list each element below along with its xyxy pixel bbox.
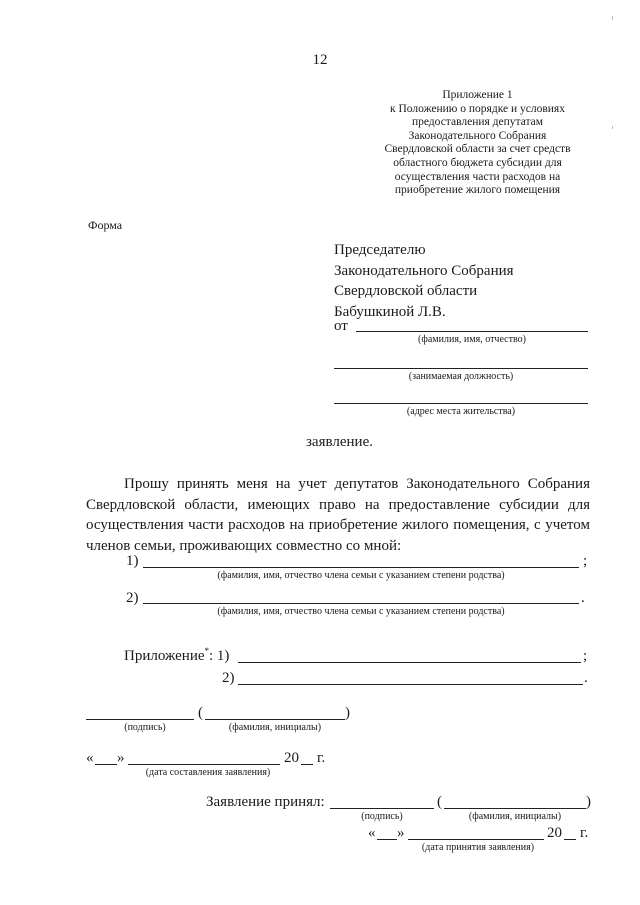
attachment-2-field[interactable] — [238, 684, 583, 685]
applicant-name-field[interactable] — [205, 719, 345, 720]
year-suffix: г. — [317, 750, 326, 766]
body-line: Свердловской области, имеющих право на предоставление субсидии для — [86, 496, 590, 513]
receiver-caption-signature: (подпись) — [361, 811, 403, 822]
caption-date-compiled: (дата составления заявления) — [145, 767, 271, 778]
attachment-2-end: . — [584, 670, 588, 686]
date-month-field[interactable] — [128, 764, 280, 765]
open-quote: « — [86, 750, 94, 766]
year-prefix: 20 — [284, 750, 299, 766]
open-paren: ( — [198, 705, 203, 721]
annex-line: приобретение жилого помещения — [394, 184, 561, 197]
date-day-field[interactable] — [95, 764, 117, 765]
caption-applicant-name: (фамилия, инициалы) — [228, 722, 322, 733]
scan-mark — [612, 16, 613, 20]
addressee-line: Свердловской области — [334, 283, 478, 299]
statement-body — [86, 474, 590, 556]
receiver-date-year-field[interactable] — [564, 839, 576, 840]
attachment-1-number: : 1) — [209, 648, 230, 664]
family-item-2-end: . — [581, 590, 585, 606]
addressee-line: Председателю — [334, 242, 426, 258]
attachments-label — [124, 648, 229, 665]
caption-signature: (подпись) — [124, 722, 166, 733]
page-number: 12 — [312, 52, 328, 68]
attachment-1-field[interactable] — [238, 662, 581, 663]
receiver-open-paren: ( — [437, 794, 442, 810]
receiver-close-paren: ) — [586, 794, 591, 810]
body-line: Прошу принять меня на учет депутатов Законодательного Собрания — [124, 476, 590, 492]
receiver-date-day-field[interactable] — [377, 839, 397, 840]
annex-line: предоставления депутатам — [411, 116, 544, 129]
footnote-asterisk: * — [204, 646, 210, 656]
statement-title: заявление. — [306, 434, 373, 450]
caption-address: (адрес места жительства) — [406, 406, 516, 417]
family-caption-1: (фамилия, имя, отчество члена семьи с указанием степени родства) — [217, 570, 505, 581]
applicant-signature-field[interactable] — [86, 719, 194, 720]
accepted-label: Заявление принял: — [206, 794, 325, 810]
form-label: Форма — [88, 218, 123, 232]
family-item-1-number: 1) — [126, 553, 139, 569]
addressee-line: Бабушкиной Л.В. — [334, 303, 446, 320]
date-year-field[interactable] — [301, 764, 313, 765]
body-line: осуществления части расходов на приобретение жилого помещения, с учетом — [86, 517, 590, 533]
annex-line: Законодательного Собрания — [408, 129, 547, 142]
annex-line: Приложение 1 — [442, 89, 513, 101]
from-label: от — [334, 318, 348, 334]
receiver-open-quote: « — [368, 825, 376, 841]
body-line: членов семьи, проживающих совместно со мной: — [86, 537, 402, 554]
annex-line: Свердловской области за счет средств — [384, 143, 571, 156]
family-caption-2: (фамилия, имя, отчество члена семьи с указанием степени родства) — [217, 606, 505, 617]
from-name-field[interactable] — [356, 331, 588, 332]
receiver-year-prefix: 20 — [547, 825, 562, 841]
family-member-1-field[interactable] — [143, 567, 579, 568]
addressee-line: Законодательного Собрания — [334, 262, 514, 279]
receiver-year-suffix: г. — [580, 825, 589, 841]
receiver-caption-name: (фамилия, инициалы) — [468, 811, 562, 822]
scan-mark — [612, 126, 613, 129]
family-item-2-number: 2) — [126, 590, 139, 606]
caption-name: (фамилия, имя, отчество) — [418, 334, 526, 345]
caption-date-accepted: (дата принятия заявления) — [421, 842, 535, 853]
receiver-name-field[interactable] — [444, 808, 586, 809]
receiver-close-quote: » — [397, 825, 405, 841]
close-quote: » — [117, 750, 125, 766]
receiver-date-month-field[interactable] — [408, 839, 544, 840]
attachment-1-end: ; — [583, 648, 588, 664]
position-field[interactable] — [334, 368, 588, 369]
annex-line: областного бюджета субсидии для — [393, 156, 562, 169]
receiver-signature-field[interactable] — [330, 808, 434, 809]
caption-position: (занимаемая должность) — [408, 371, 514, 382]
family-member-2-field[interactable] — [143, 603, 579, 604]
close-paren: ) — [345, 705, 350, 721]
addressee-block — [334, 240, 514, 322]
annex-line: осуществления части расходов на — [394, 170, 561, 183]
annex-header — [360, 89, 595, 198]
attachment-2-number: 2) — [222, 670, 235, 686]
attachments-label-text: Приложение — [124, 648, 205, 664]
address-field[interactable] — [334, 403, 588, 404]
family-item-1-end: ; — [583, 553, 588, 569]
annex-line: к Положению о порядке и условиях — [390, 102, 565, 115]
